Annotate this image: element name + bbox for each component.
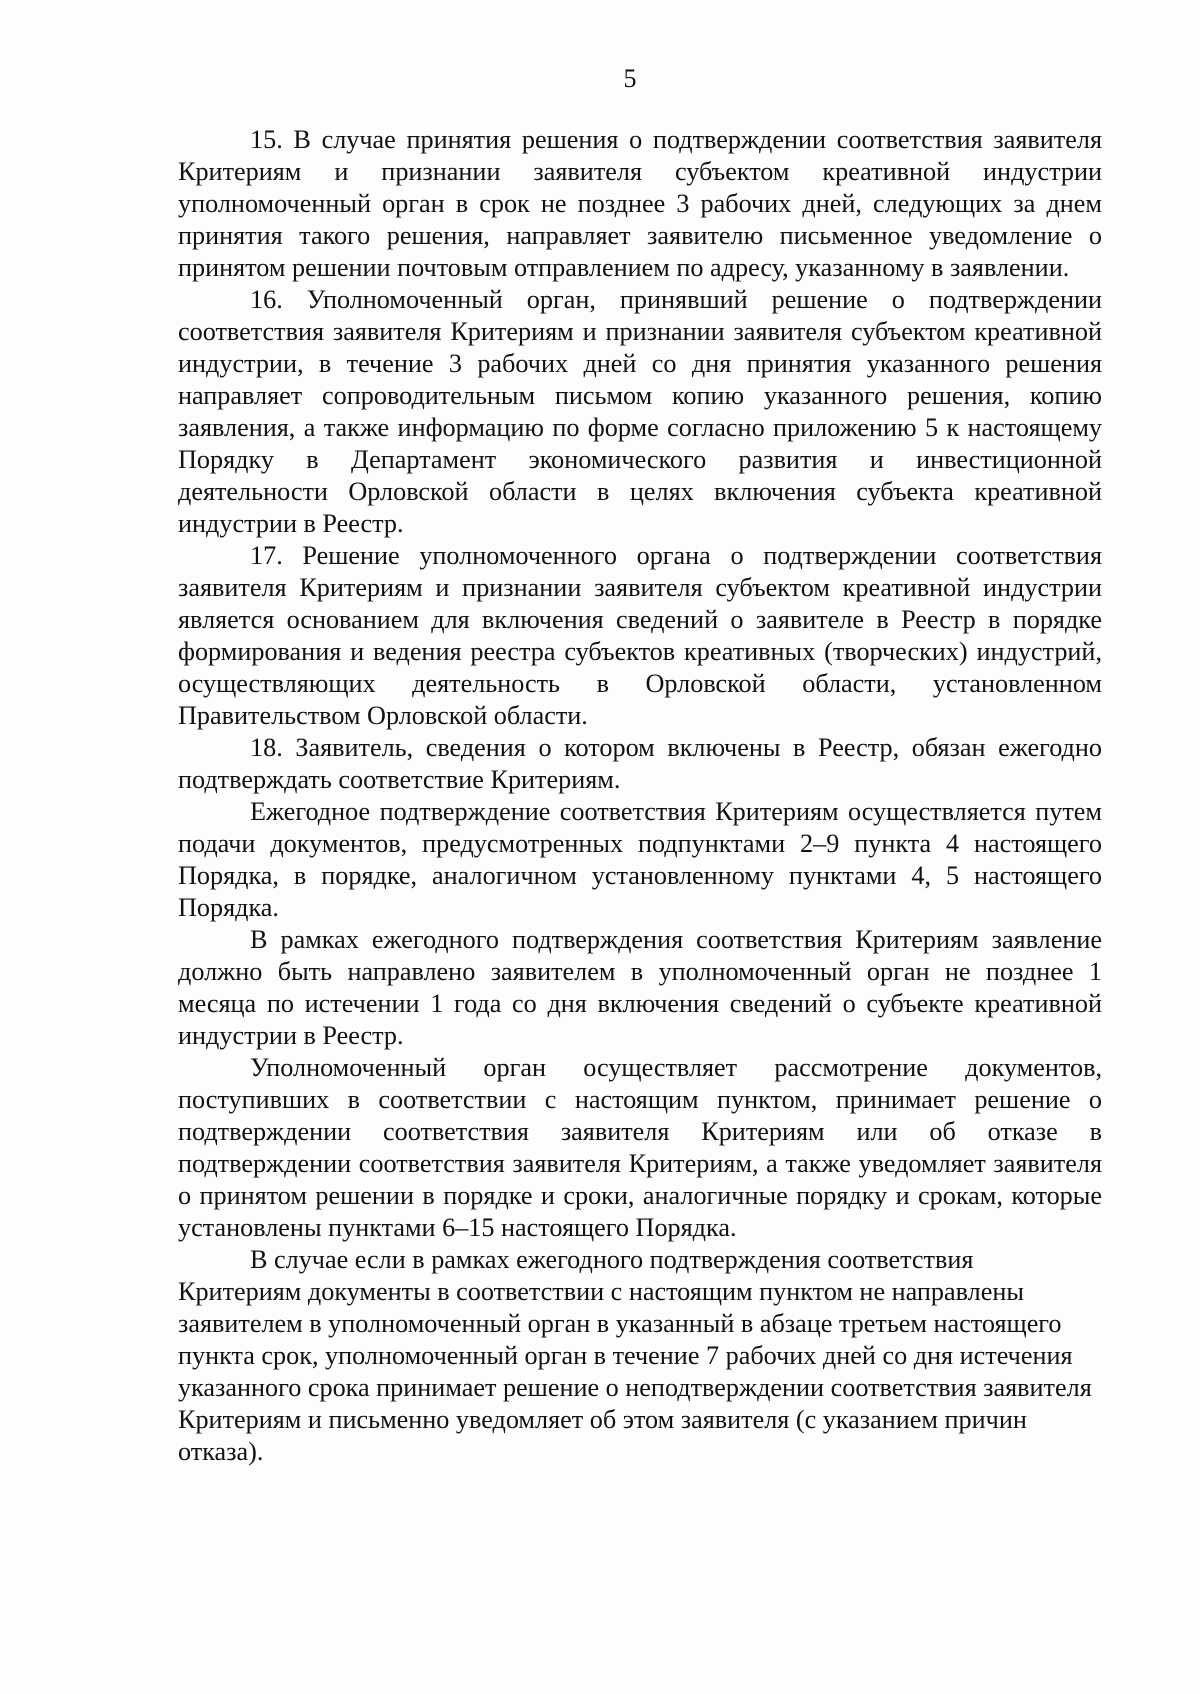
paragraph-15: 15. В случае принятия решения о подтверждении соответствия заявителя Критериям и признании заявителя субъектом креативной индустрии уполномоченный орган в срок не позднее 3 рабочих дней, следующих за днем принятия такого решения, направляет заявителю письменное уведомление о принятом решении почтовым отправлением по адресу, указанному в заявлении. [178, 125, 1102, 282]
paragraph-18-application-deadline: В рамках ежегодного подтверждения соответствия Критериям заявление должно быть направлено заявителем в уполномоченный орган не позднее 1 месяца по истечении 1 года со дня включения сведений о субъекте креативной индустрии в Реестр. [178, 925, 1102, 1050]
page-number: 5 [623, 64, 637, 93]
document-body [178, 124, 1102, 1468]
paragraph-18-review: Уполномоченный орган осуществляет рассмотрение документов, поступивших в соответствии с настоящим пунктом, принимает решение о подтверждении соответствия заявителя Критериям или об отказе в подтверждении соответствия заявителя Критериям, а также уведомляет заявителя о принятом решении в порядке и сроки, аналогичные порядку и срокам, которые установлены пунктами 6–15 настоящего Порядка. [178, 1053, 1102, 1242]
paragraph-18-non-confirmation: В случае если в рамках ежегодного подтверждения соответствия Критериям документы в соответствии с настоящим пунктом не направлены заявителем в уполномоченный орган в указанный в абзаце третьем настоящего пункта срок, уполномоченный орган в течение 7 рабочих дней со дня истечения указанного срока принимает решение о неподтверждении соответствия заявителя Критериям и письменно уведомляет об этом заявителя (с указанием причин отказа). [178, 1245, 1092, 1466]
paragraph-17: 17. Решение уполномоченного органа о подтверждении соответствия заявителя Критериям и признании заявителя субъектом креативной индустрии является основанием для включения сведений о заявителе в Реестр в порядке формирования и ведения реестра субъектов креативных (творческих) индустрий, осуществляющих деятельность в Орловской области, установленном Правительством Орловской области. [178, 541, 1102, 730]
paragraph-16: 16. Уполномоченный орган, принявший решение о подтверждении соответствия заявителя Критериям и признании заявителя субъектом креативной индустрии, в течение 3 рабочих дней со дня принятия указанного решения направляет сопроводительным письмом копию указанного решения, копию заявления, а также информацию по форме согласно приложению 5 к настоящему Порядку в Департамент экономического развития и инвестиционной деятельности Орловской области в целях включения субъекта креативной индустрии в Реестр. [178, 285, 1102, 538]
paragraph-18-annual-confirmation: Ежегодное подтверждение соответствия Критериям осуществляется путем подачи документов, предусмотренных подпунктами 2–9 пункта 4 настоящего Порядка, в порядке, аналогичном установленному пунктами 4, 5 настоящего Порядка. [178, 797, 1102, 922]
paragraph-18: 18. Заявитель, сведения о котором включены в Реестр, обязан ежегодно подтверждать соответствие Критериям. [178, 733, 1102, 794]
